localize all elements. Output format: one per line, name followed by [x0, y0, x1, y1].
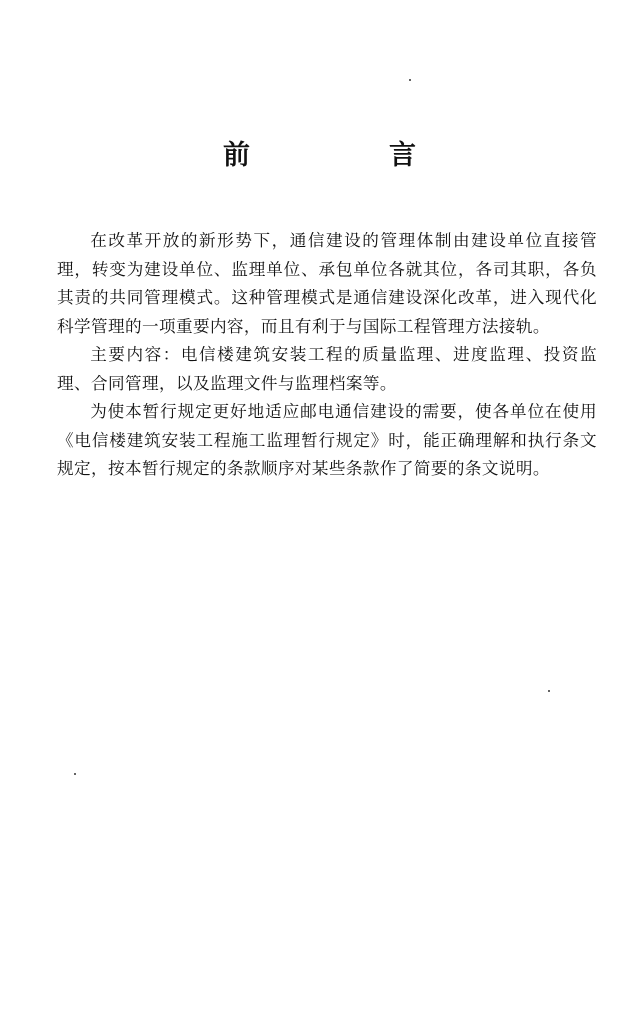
body-text: [57, 227, 597, 484]
paragraph-intro: 在改革开放的新形势下，通信建设的管理体制由建设单位直接管理，转变为建设单位、监理单位、承包单位各就其位，各司其职，各负其责的共同管理模式。这种管理模式是通信建设深化改革，进入现代化科学管理的一项重要内容，而且有利于与国际工程管理方法接轨。: [57, 231, 597, 336]
scan-speck: [74, 773, 76, 775]
paragraph-main-content: 主要内容：电信楼建筑安装工程的质量监理、进度监理、投资监理、合同管理，以及监理文件与监理档案等。: [57, 345, 597, 393]
scan-speck: [409, 79, 411, 81]
scan-speck: [548, 690, 550, 692]
page-title: 前 言: [223, 140, 472, 171]
paragraph-purpose: 为使本暂行规定更好地适应邮电通信建设的需要，使各单位在使用《电信楼建筑安装工程施工监理暂行规定》时，能正确理解和执行条文规定，按本暂行规定的条款顺序对某些条款作了简要的条文说明。: [57, 402, 597, 478]
